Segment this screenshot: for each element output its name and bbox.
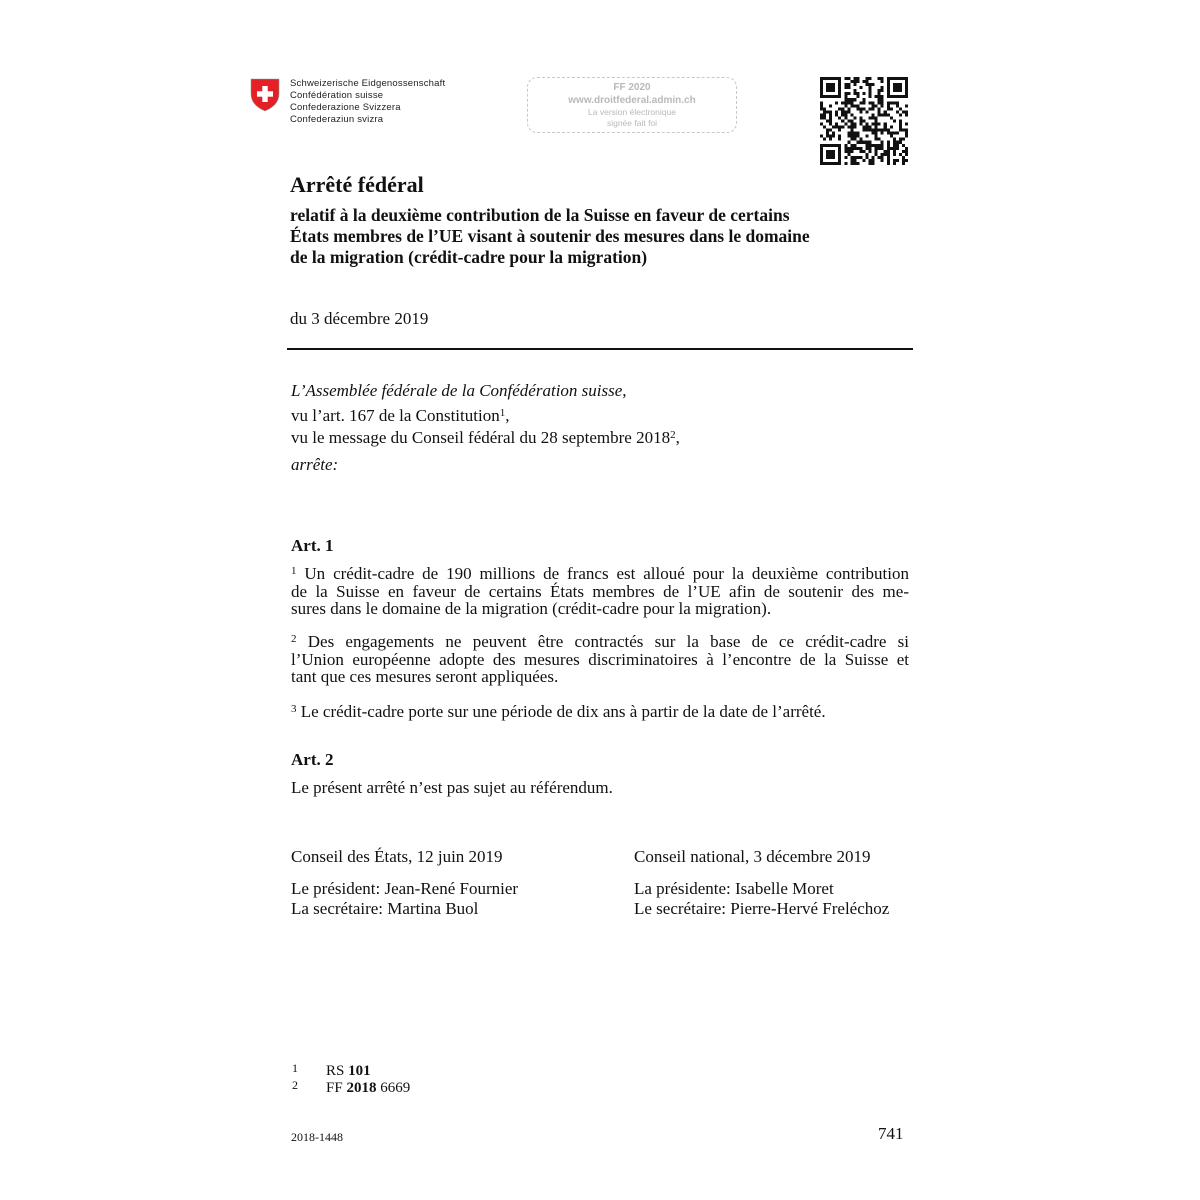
document-reference: 2018-1448 (291, 1130, 343, 1144)
paragraph-line: l’Union européenne adopte des mesures discriminatoires à l’encontre de la Suisse et (291, 649, 909, 669)
confederation-name-de: Schweizerische Eidgenossenschaft (290, 78, 446, 89)
article-2-title: Art. 2 (291, 750, 334, 769)
article-1-paragraph-2 (291, 633, 909, 686)
signature-left-president: Le président: Jean-René Fournier (291, 879, 519, 898)
footnote-number: 1 (292, 1061, 298, 1075)
footnote-bold: 2018 (346, 1080, 377, 1096)
footnote-text (326, 1081, 410, 1096)
article-2-paragraph (291, 779, 909, 797)
paragraph-number: 1 (291, 565, 297, 577)
stamp-ff-number: FF 2020 (613, 82, 651, 93)
preamble-constitution-reference (291, 405, 509, 426)
document-subtitle (290, 205, 930, 268)
article-1-paragraph-1 (291, 565, 909, 618)
footnote-ref-1[interactable]: 1 (499, 407, 506, 419)
document-date: du 3 décembre 2019 (290, 309, 429, 328)
subtitle-line: de la migration (crédit-cadre pour la migration) (290, 247, 648, 267)
signature-right-secretary: Le secrétaire: Pierre-Hervé Freléchoz (634, 899, 890, 918)
line-text: Le crédit-cadre porte sur une période de dix ans à partir de la date de l’arrêté. (300, 702, 826, 721)
stamp-note-line1: La version électronique (588, 107, 676, 117)
footnote-suffix: 6669 (376, 1080, 411, 1096)
confederation-name-fr: Confédération suisse (290, 90, 384, 101)
signature-council-of-states: Conseil des États, 12 juin 2019 (291, 847, 503, 866)
paragraph-line: Le présent arrêté n’est pas sujet au référendum. (291, 778, 613, 797)
signature-right-president: La présidente: Isabelle Moret (634, 879, 834, 898)
article-1-title: Art. 1 (291, 536, 334, 555)
preamble-constitution-text: vu l’art. 167 de la Constitution (291, 406, 500, 425)
subtitle-line: relatif à la deuxième contribution de la Suisse en faveur de certains (290, 205, 790, 225)
preamble-comma: , (505, 406, 510, 425)
preamble-message-text: vu le message du Conseil fédéral du 28 septembre 2018 (291, 428, 671, 447)
stamp-url: www.droitfederal.admin.ch (568, 95, 696, 106)
page-number: 741 (878, 1124, 904, 1143)
preamble-arrete: arrête: (291, 455, 339, 474)
electronic-version-stamp (527, 77, 737, 133)
paragraph-number: 2 (291, 633, 297, 645)
footnote-prefix: RS (326, 1063, 349, 1079)
swiss-coat-of-arms-icon (250, 78, 280, 112)
title-divider (287, 348, 913, 350)
stamp-note-line2: signée fait foi (606, 118, 658, 128)
footnote-prefix: FF (326, 1080, 347, 1096)
confederation-name-it: Confederazione Svizzera (290, 102, 401, 113)
line-text: Des engagements ne peuvent être contractés sur la base de ce crédit-cadre si (307, 632, 909, 651)
paragraph-line (291, 633, 909, 651)
signature-left-secretary: La secrétaire: Martina Buol (291, 899, 479, 918)
document-title: Arrêté fédéral (290, 172, 424, 197)
paragraph-line (291, 703, 909, 721)
confederation-name-rm: Confederaziun svizra (290, 114, 384, 125)
qr-code-icon (820, 77, 908, 165)
line-text: Un crédit-cadre de 190 millions de francs est alloué pour la deuxième contribution (304, 564, 909, 583)
signature-national-council: Conseil national, 3 décembre 2019 (634, 847, 871, 866)
footnote-bold: 101 (348, 1063, 371, 1079)
preamble-message-reference (291, 427, 680, 448)
footnote-ref-2[interactable]: 2 (670, 429, 676, 441)
paragraph-line (291, 565, 909, 583)
article-1-paragraph-3 (291, 703, 909, 721)
subtitle-line: États membres de l’UE visant à soutenir des mesures dans le domaine (290, 226, 810, 246)
footnote-2 (292, 1078, 492, 1097)
confederation-names (290, 78, 445, 126)
paragraph-number: 3 (291, 703, 297, 715)
preamble-assembly: L’Assemblée fédérale de la Confédération suisse, (291, 381, 627, 400)
paragraph-line: sures dans le domaine de la migration (crédit-cadre pour la migration). (291, 599, 772, 618)
paragraph-line: de la Suisse en faveur de certains États membres de l’UE afin de soutenir des me- (291, 581, 909, 601)
footnote-number: 2 (292, 1078, 298, 1092)
footnote-1 (292, 1061, 492, 1080)
preamble-comma: , (675, 428, 680, 447)
footnote-text (326, 1064, 371, 1079)
paragraph-line: tant que ces mesures seront appliquées. (291, 667, 559, 686)
